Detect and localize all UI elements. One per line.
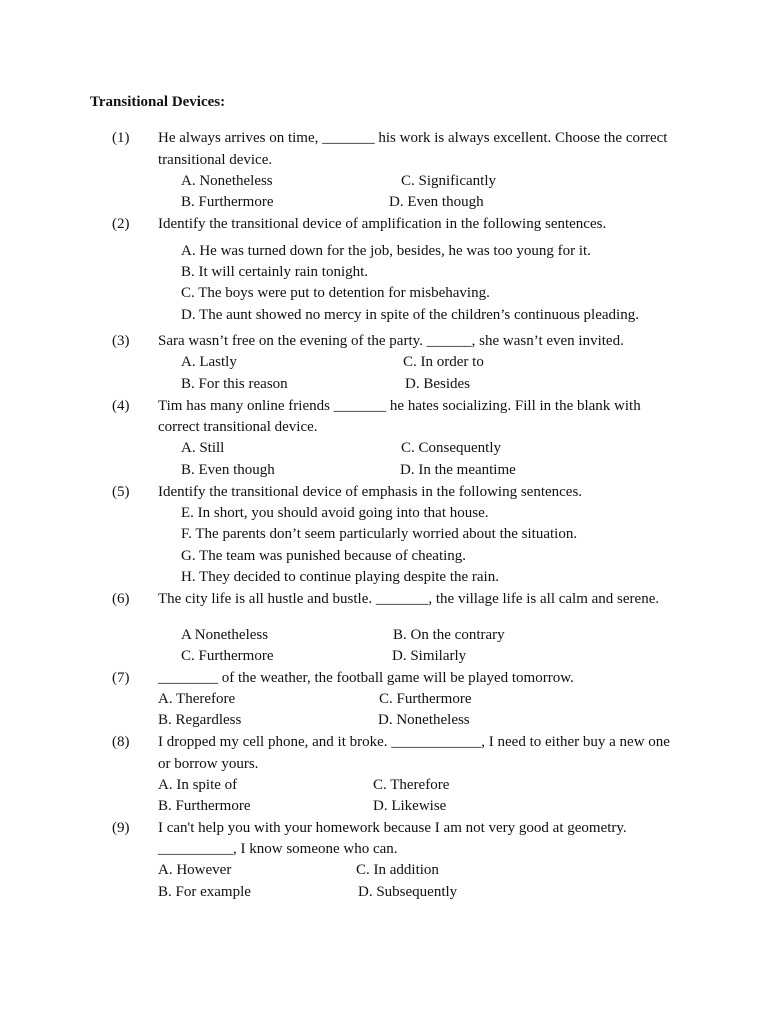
page-title: Transitional Devices: [90,94,226,110]
question-text: Tim has many online friends _______ he hates socializing. Fill in the blank with [158,398,641,414]
question-text: Identify the transitional device of emphasis in the following sentences. [158,484,583,500]
answer-option: C. Furthermore [181,648,274,664]
answer-option: C. Consequently [401,440,501,456]
question-text: __________, I know someone who can. [158,841,398,857]
answer-option: D. Likewise [373,798,447,814]
answer-option: G. The team was punished because of cheating. [181,548,467,564]
answer-option: D. Nonetheless [378,712,470,728]
answer-option: C. In order to [403,354,484,370]
question-number: (2) [112,216,130,232]
question-number: (4) [112,398,130,414]
question-text: ________ of the weather, the football game will be played tomorrow. [158,670,574,686]
answer-option: C. Therefore [373,777,450,793]
question-text: Sara wasn’t free on the evening of the party. ______, she wasn’t even invited. [158,333,624,349]
answer-option: B. Even though [181,462,275,478]
answer-option: C. In addition [356,862,439,878]
answer-option: A. He was turned down for the job, besides, he was too young for it. [181,243,591,259]
question-number: (3) [112,333,130,349]
question-number: (1) [112,130,130,146]
answer-option: A Nonetheless [181,627,269,643]
question-number: (6) [112,591,130,607]
answer-option: B. It will certainly rain tonight. [181,264,369,280]
question-text: I dropped my cell phone, and it broke. ____________, I need to either buy a new one [158,734,670,750]
question-text: The city life is all hustle and bustle. _______, the village life is all calm and serene. [158,591,660,607]
answer-option: C. The boys were put to detention for misbehaving. [181,285,490,301]
answer-option: B. Furthermore [181,194,274,210]
answer-option: B. Regardless [158,712,242,728]
answer-option: B. On the contrary [393,627,505,643]
question-number: (5) [112,484,130,500]
question-text: correct transitional device. [158,419,318,435]
answer-option: C. Furthermore [379,691,472,707]
answer-option: A. Nonetheless [181,173,273,189]
question-text: Identify the transitional device of amplification in the following sentences. [158,216,607,232]
answer-option: F. The parents don’t seem particularly worried about the situation. [181,526,578,542]
answer-option: D. In the meantime [400,462,516,478]
answer-option: B. For this reason [181,376,288,392]
question-text: He always arrives on time, _______ his work is always excellent. Choose the correct [158,130,668,146]
answer-option: A. However [158,862,232,878]
answer-option: A. Therefore [158,691,236,707]
answer-option: A. In spite of [158,777,238,793]
answer-option: H. They decided to continue playing despite the rain. [181,569,499,585]
answer-option: A. Lastly [181,354,237,370]
question-number: (9) [112,820,130,836]
question-number: (8) [112,734,130,750]
answer-option: D. Besides [405,376,470,392]
answer-option: D. Subsequently [358,884,458,900]
answer-option: A. Still [181,440,225,456]
answer-option: B. For example [158,884,251,900]
question-text: or borrow yours. [158,756,259,772]
answer-option: D. Similarly [392,648,467,664]
question-text: transitional device. [158,152,273,168]
question-number: (7) [112,670,130,686]
answer-option: D. The aunt showed no mercy in spite of the children’s continuous pleading. [181,307,639,323]
question-text: I can't help you with your homework because I am not very good at geometry. [158,820,627,836]
answer-option: B. Furthermore [158,798,251,814]
answer-option: E. In short, you should avoid going into that house. [181,505,489,521]
answer-option: C. Significantly [401,173,496,189]
answer-option: D. Even though [389,194,484,210]
